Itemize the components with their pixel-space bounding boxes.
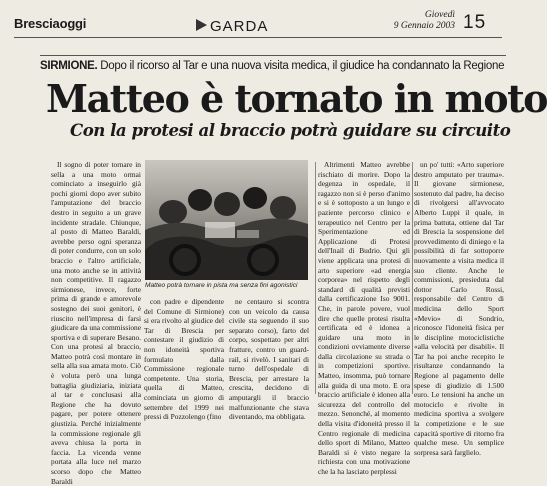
- subheadline: Con la protesi al braccio potrà guidare su circuito: [70, 120, 511, 140]
- column-1-text: Il sogno di poter tornare in sella a una moto ormai cominciato a inseguirlo già pochi giorni dopo aver subito l'amputazione del braccio destro in seguito a un grave incidente stradale. Chiunque, al posto di Matteo Baraldi, avrebbe perso ogni speranza di poter condurre, con un solo braccio e l'altro artificiale, una moto anche se in attività non competitive. Il ragazzo sirmionese, invece, forte prima di grande e amorevole sostegno dei suoi genitori, è riuscito nell'impresa di farsi giudicare da una commissione sportiva e di superare Besano. Con una protesi al braccio, Matteo potrà così montare in sella alla sua amata moto. Ciò è voluta però una lunga battaglia giudiziaria, iniziata al tar e conclusasi alla Regione che ha dovuto pagare, per potere ottenere giustizia. Perché inizialmente la commissione regionale gli aveva chiusa la porta in faccia. La vicenda venne portata alla luce nel marzo scorso dopo che Matteo Baraldi: [51, 160, 141, 486]
- issue-weekday: Giovedì: [424, 10, 455, 20]
- headline: Matteo è tornato in moto: [46, 76, 547, 121]
- kicker: [40, 60, 504, 72]
- article-column-5: [414, 160, 504, 457]
- issue-date-text: 9 Gennaio 2003: [393, 21, 455, 31]
- article-photo: [145, 160, 308, 280]
- article-column-4: [318, 160, 410, 476]
- column-3-text: ne centauro si scontra con un veicolo da causa civile sta seguendo il suo separato corso), farto del corpo, sospettato per altri fratture, contro un guard-rail, si rivelò. I sanitari di turno dell'ospedale di Brescia, per arrestare la crescita, decidono di amputargli il braccio malfunzionante che stava diventando, ma obbligata.: [229, 297, 309, 422]
- column-2-text: con padre e dipendente del Comune di Sirmione) si era rivolto al giudice del Tar di Brescia per contestare il giudizio di non idoneità sportiva formulato dalla Commissione regionale competente. Una storia, quella di Matteo, cominciata un giorno di settembre del 1999 nei pressi di Pozzolengo (fino: [144, 297, 224, 422]
- article-column-1: [51, 160, 141, 486]
- article-column-3: [229, 297, 309, 422]
- column-divider: [412, 162, 413, 394]
- column-divider: [315, 162, 316, 394]
- kicker-text: Dopo il ricorso al Tar e una nuova visita medica, il giudice ha condannato la Regione: [100, 60, 505, 72]
- article-column-2: [144, 297, 224, 422]
- masthead: [0, 0, 516, 38]
- masthead-rule: [14, 37, 502, 38]
- section-arrow-icon: [196, 19, 207, 31]
- column-4-text: Altrimenti Matteo avrebbe rischiato di morire. Dopo la degenza in ospedale, il ragazzo non si è perso d'animo e si è sottoposto a un lungo e paziente percorso clinico e terapeutico nel Centro per la Sperimentazione ed Applicazione di Protesi dell'Inail di Budrio. Qui gli viene applicata una protesi di arto superiore «ad energia corporea» nel rispetto degli standard di qualità previsti dalla certificazione Iso 9001. Che, in parole povere, vuol dire che quelle protesi risulta certificata ed è idonea a guidare una moto in condizioni ovviamente diverse dalla circolazione su strada o in competizioni sportive. Matteo, insomma, può tornare alla guida di una moto. E ora braccio artificiale è idoneo alla sicurezza del controllo del mezzo. Senonché, al momento della visita d'idoneità presso il Centro regionale di medicina dello sport di Milano, Matteo Baraldi si è visto negare la richiesta con una motivazione che la ha lasciato perplessi: [318, 160, 410, 476]
- issue-date: [393, 10, 455, 32]
- page-number: 15: [463, 12, 487, 33]
- kicker-rule: [40, 55, 506, 56]
- photo-caption: Matteo potrà tornare in pista ma senza fini agonistici: [145, 282, 298, 289]
- kicker-place: SIRMIONE.: [40, 60, 98, 72]
- edition-name: GARDA: [210, 18, 269, 35]
- column-5-text: un po' tutti: «Arto superiore destro amputato per trauma». Il giovane sirmionese, sostenuto dal padre, ha deciso di rivolgersi all'avvocato Alberto Luppi il quale, in prima battuta, ottiene dal Tar di Brescia la sospensione del provvedimento di diniego e la possibilità di far sottoporre nuovamente a visita medica il suo cliente. Anche le commissioni, presieduta dal dottor Carlo Rossi, responsabile del Centro di medicina dello Sport «Mevio» di Sondrio, riconosce l'idoneità fisica per le discipline motociclistiche «alla velocità per disabili». Il Tar ha poi anche recepito le risultanze condannando la Regione al pagamento delle spese di giudizio di 1.500 euro. Le tensioni ha anche un motociclo e rivolte in medicina sportiva a svolgere la competizione e le sue capacità sportive di ritorno fra qualche mese. Un semplice sorpresa sarà farglielo.: [414, 160, 504, 457]
- section-name: Bresciaoggi: [14, 16, 87, 31]
